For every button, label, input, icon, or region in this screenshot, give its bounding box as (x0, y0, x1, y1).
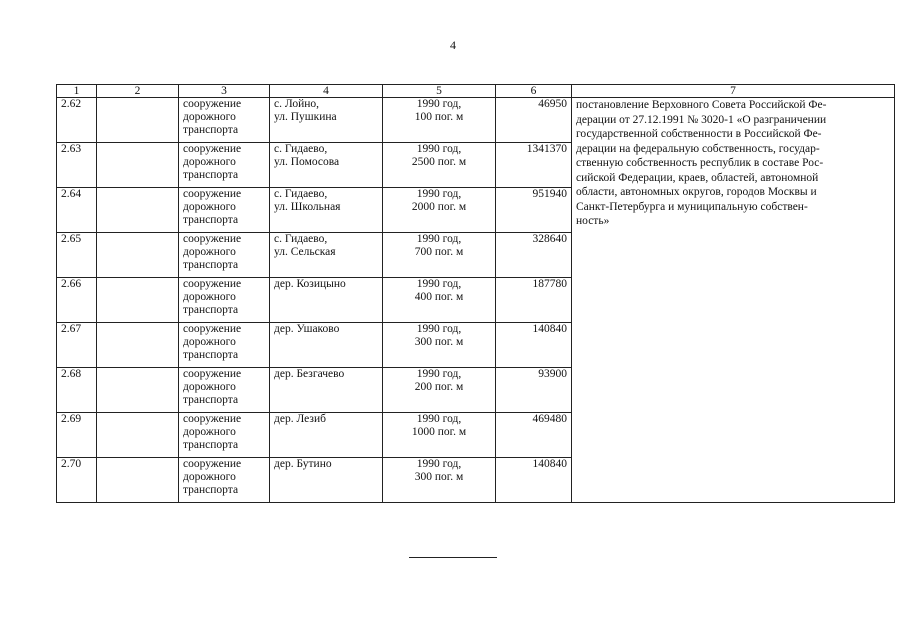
year-length-line: 400 пог. м (414, 291, 464, 303)
object-type-line: сооружение (183, 233, 242, 245)
legal-basis-line: дерации на федеральную собственность, государ- (576, 142, 820, 155)
object-type-line: дорожного (183, 426, 236, 438)
location-line: ул. Школьная (274, 201, 341, 213)
location-line: дер. Безгачево (274, 368, 345, 380)
legal-basis-line: ственную собственность республик в составе Рос- (576, 157, 824, 169)
location-line: с. Лойно, (274, 98, 320, 110)
object-type-cell (179, 413, 270, 458)
legal-basis-line: дерации от 27.12.1991 № 3020-1 «О разграничении (576, 113, 827, 126)
value-cell: 46950 (496, 98, 572, 143)
column-header: 3 (179, 85, 270, 98)
object-type-line: сооружение (183, 143, 242, 155)
column-header: 5 (383, 85, 496, 98)
location-cell (270, 323, 383, 368)
empty-cell (97, 458, 179, 503)
location-line: с. Гидаево, (274, 188, 328, 200)
location-line: дер. Лезиб (274, 413, 326, 425)
item-number: 2.70 (57, 458, 97, 503)
year-length-line: 300 пог. м (414, 471, 464, 483)
year-length-line: 1990 год, (416, 368, 462, 380)
object-type-line: транспорта (183, 214, 239, 226)
object-type-line: транспорта (183, 439, 239, 451)
year-length-line: 200 пог. м (414, 381, 464, 393)
empty-cell (97, 278, 179, 323)
table-row (57, 98, 895, 143)
year-length-cell (383, 368, 496, 413)
legal-basis-line: государственной собственности в Российской Фе- (576, 128, 822, 140)
year-length-cell (383, 233, 496, 278)
legal-basis-cell (572, 98, 895, 503)
empty-cell (97, 233, 179, 278)
value-cell: 140840 (496, 458, 572, 503)
empty-cell (97, 323, 179, 368)
value-cell: 469480 (496, 413, 572, 458)
object-type-line: дорожного (183, 156, 236, 168)
object-type-line: дорожного (183, 201, 236, 213)
location-cell (270, 98, 383, 143)
object-type-line: транспорта (183, 304, 239, 316)
object-type-cell (179, 458, 270, 503)
year-length-cell (383, 413, 496, 458)
column-header: 4 (270, 85, 383, 98)
location-cell (270, 413, 383, 458)
object-type-line: транспорта (183, 349, 239, 361)
object-type-line: дорожного (183, 381, 236, 393)
location-cell (270, 458, 383, 503)
location-cell (270, 368, 383, 413)
empty-cell (97, 98, 179, 143)
item-number: 2.64 (57, 188, 97, 233)
year-length-cell (383, 458, 496, 503)
legal-basis-line: сийской Федерации, краев, областей, автономной (576, 171, 819, 184)
location-cell (270, 278, 383, 323)
year-length-cell (383, 278, 496, 323)
year-length-line: 1990 год, (416, 98, 462, 110)
object-type-cell (179, 143, 270, 188)
year-length-cell (383, 98, 496, 143)
location-line: ул. Пушкина (274, 111, 337, 123)
object-type-line: сооружение (183, 98, 242, 110)
object-type-line: дорожного (183, 111, 236, 123)
item-number: 2.67 (57, 323, 97, 368)
value-cell: 93900 (496, 368, 572, 413)
object-type-line: сооружение (183, 413, 242, 425)
year-length-line: 2000 пог. м (411, 201, 467, 213)
year-length-line: 1990 год, (416, 458, 462, 470)
object-type-line: дорожного (183, 246, 236, 258)
object-type-cell (179, 98, 270, 143)
year-length-cell (383, 188, 496, 233)
year-length-cell (383, 323, 496, 368)
object-type-line: транспорта (183, 484, 239, 496)
year-length-cell (383, 143, 496, 188)
year-length-line: 1990 год, (416, 413, 462, 425)
year-length-line: 2500 пог. м (411, 156, 467, 168)
legal-basis-line: постановление Верховного Совета Российской Фе- (576, 99, 827, 111)
year-length-line: 1990 год, (416, 143, 462, 155)
item-number: 2.68 (57, 368, 97, 413)
object-type-line: сооружение (183, 458, 242, 470)
location-line: ул. Сельская (274, 246, 336, 258)
location-line: дер. Бутино (274, 458, 332, 470)
value-cell: 951940 (496, 188, 572, 233)
item-number: 2.69 (57, 413, 97, 458)
value-cell: 328640 (496, 233, 572, 278)
year-length-line: 1990 год, (416, 233, 462, 245)
column-header: 2 (97, 85, 179, 98)
object-type-line: транспорта (183, 124, 239, 136)
footer-rule (409, 557, 497, 558)
header-row (57, 85, 895, 98)
year-length-line: 300 пог. м (414, 336, 464, 348)
location-line: дер. Козицыно (274, 278, 346, 290)
object-type-line: транспорта (183, 169, 239, 181)
column-header: 7 (572, 85, 895, 98)
object-type-cell (179, 323, 270, 368)
legal-basis-line: ность» (576, 215, 610, 227)
item-number: 2.63 (57, 143, 97, 188)
object-type-line: сооружение (183, 278, 242, 290)
item-number: 2.66 (57, 278, 97, 323)
location-cell (270, 188, 383, 233)
year-length-line: 1990 год, (416, 188, 462, 200)
empty-cell (97, 368, 179, 413)
location-cell (270, 143, 383, 188)
item-number: 2.62 (57, 98, 97, 143)
object-type-line: транспорта (183, 394, 239, 406)
column-header: 1 (57, 85, 97, 98)
location-line: ул. Помосова (274, 156, 340, 168)
object-type-line: транспорта (183, 259, 239, 271)
empty-cell (97, 143, 179, 188)
object-type-cell (179, 278, 270, 323)
object-type-line: дорожного (183, 471, 236, 483)
object-type-line: сооружение (183, 368, 242, 380)
year-length-line: 1990 год, (416, 323, 462, 335)
value-cell: 187780 (496, 278, 572, 323)
object-type-cell (179, 368, 270, 413)
object-type-line: дорожного (183, 291, 236, 303)
object-type-cell (179, 233, 270, 278)
year-length-line: 1000 пог. м (411, 426, 467, 438)
year-length-line: 100 пог. м (414, 111, 464, 123)
location-line: с. Гидаево, (274, 143, 328, 155)
object-type-cell (179, 188, 270, 233)
object-type-line: дорожного (183, 336, 236, 348)
column-header: 6 (496, 85, 572, 98)
value-cell: 140840 (496, 323, 572, 368)
property-table (56, 84, 895, 503)
year-length-line: 1990 год, (416, 278, 462, 290)
object-type-line: сооружение (183, 188, 242, 200)
location-cell (270, 233, 383, 278)
value-cell: 1341370 (496, 143, 572, 188)
empty-cell (97, 188, 179, 233)
legal-basis-line: Санкт-Петербурга и муниципальную собствен- (576, 200, 808, 213)
item-number: 2.65 (57, 233, 97, 278)
location-line: с. Гидаево, (274, 233, 328, 245)
object-type-line: сооружение (183, 323, 242, 335)
year-length-line: 700 пог. м (414, 246, 464, 258)
page-number: 4 (450, 38, 456, 52)
location-line: дер. Ушаково (274, 323, 340, 335)
legal-basis-line: области, автономных округов, городов Москвы и (576, 186, 817, 198)
empty-cell (97, 413, 179, 458)
